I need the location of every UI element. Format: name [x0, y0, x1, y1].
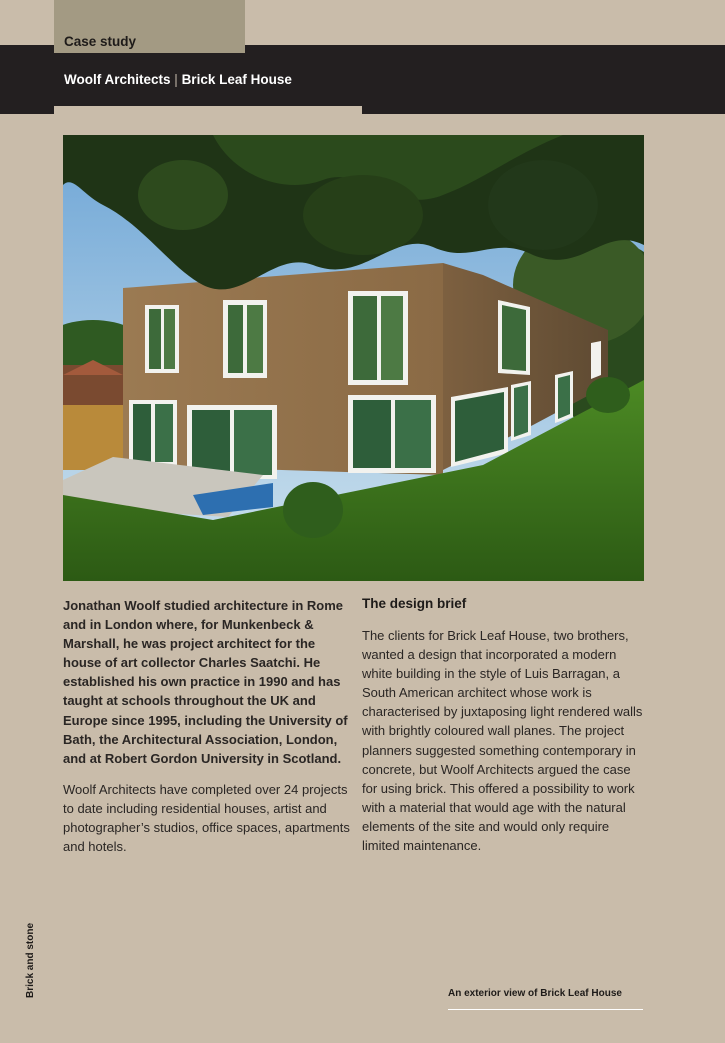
bio-body: Woolf Architects have completed over 24 projects to date including residential houses, artist and photographer’s studios, office spaces, apartments and hotels. [63, 781, 350, 855]
page-title [64, 72, 292, 87]
design-brief-body: The clients for Brick Leaf House, two brothers, wanted a design that incorporated a modern white building in the style of Luis Barragan, a South American architect whose work is characterised by juxtaposing light rendered walls with brightly coloured wall planes. The project planners suggested something contemporary in concrete, but Woolf Architects argued the case for using brick. This offered a possibility to work with a material that would age with the natural elements of the site and would only require limited maintenance. [362, 628, 643, 854]
section-tag-label: Case study [64, 34, 137, 49]
title-firm: Woolf Architects [64, 72, 171, 87]
side-section-label: Brick and stone [25, 922, 36, 998]
bio-column [63, 596, 355, 856]
design-brief-heading: The design brief [362, 596, 467, 611]
title-project: Brick Leaf House [181, 72, 292, 87]
photo-caption: An exterior view of Brick Leaf House [448, 988, 622, 999]
header-notch [54, 106, 362, 114]
title-separator: | [174, 72, 178, 87]
section-tag [54, 0, 245, 53]
caption-rule [448, 1009, 643, 1010]
house-photo-illustration [63, 135, 644, 581]
design-brief-column [362, 596, 647, 855]
bio-lead: Jonathan Woolf studied architecture in Rome and in London where, for Munkenbeck & Marshall, he was project architect for the house of art collector Charles Saatchi. He established his own practice in 1990 and has taught at schools throughout the UK and Europe since 1995, including the University of Bath, the Architectural Association, London, and at Robert Gordon University in Scotland. [63, 598, 348, 766]
house-photo [63, 135, 644, 581]
